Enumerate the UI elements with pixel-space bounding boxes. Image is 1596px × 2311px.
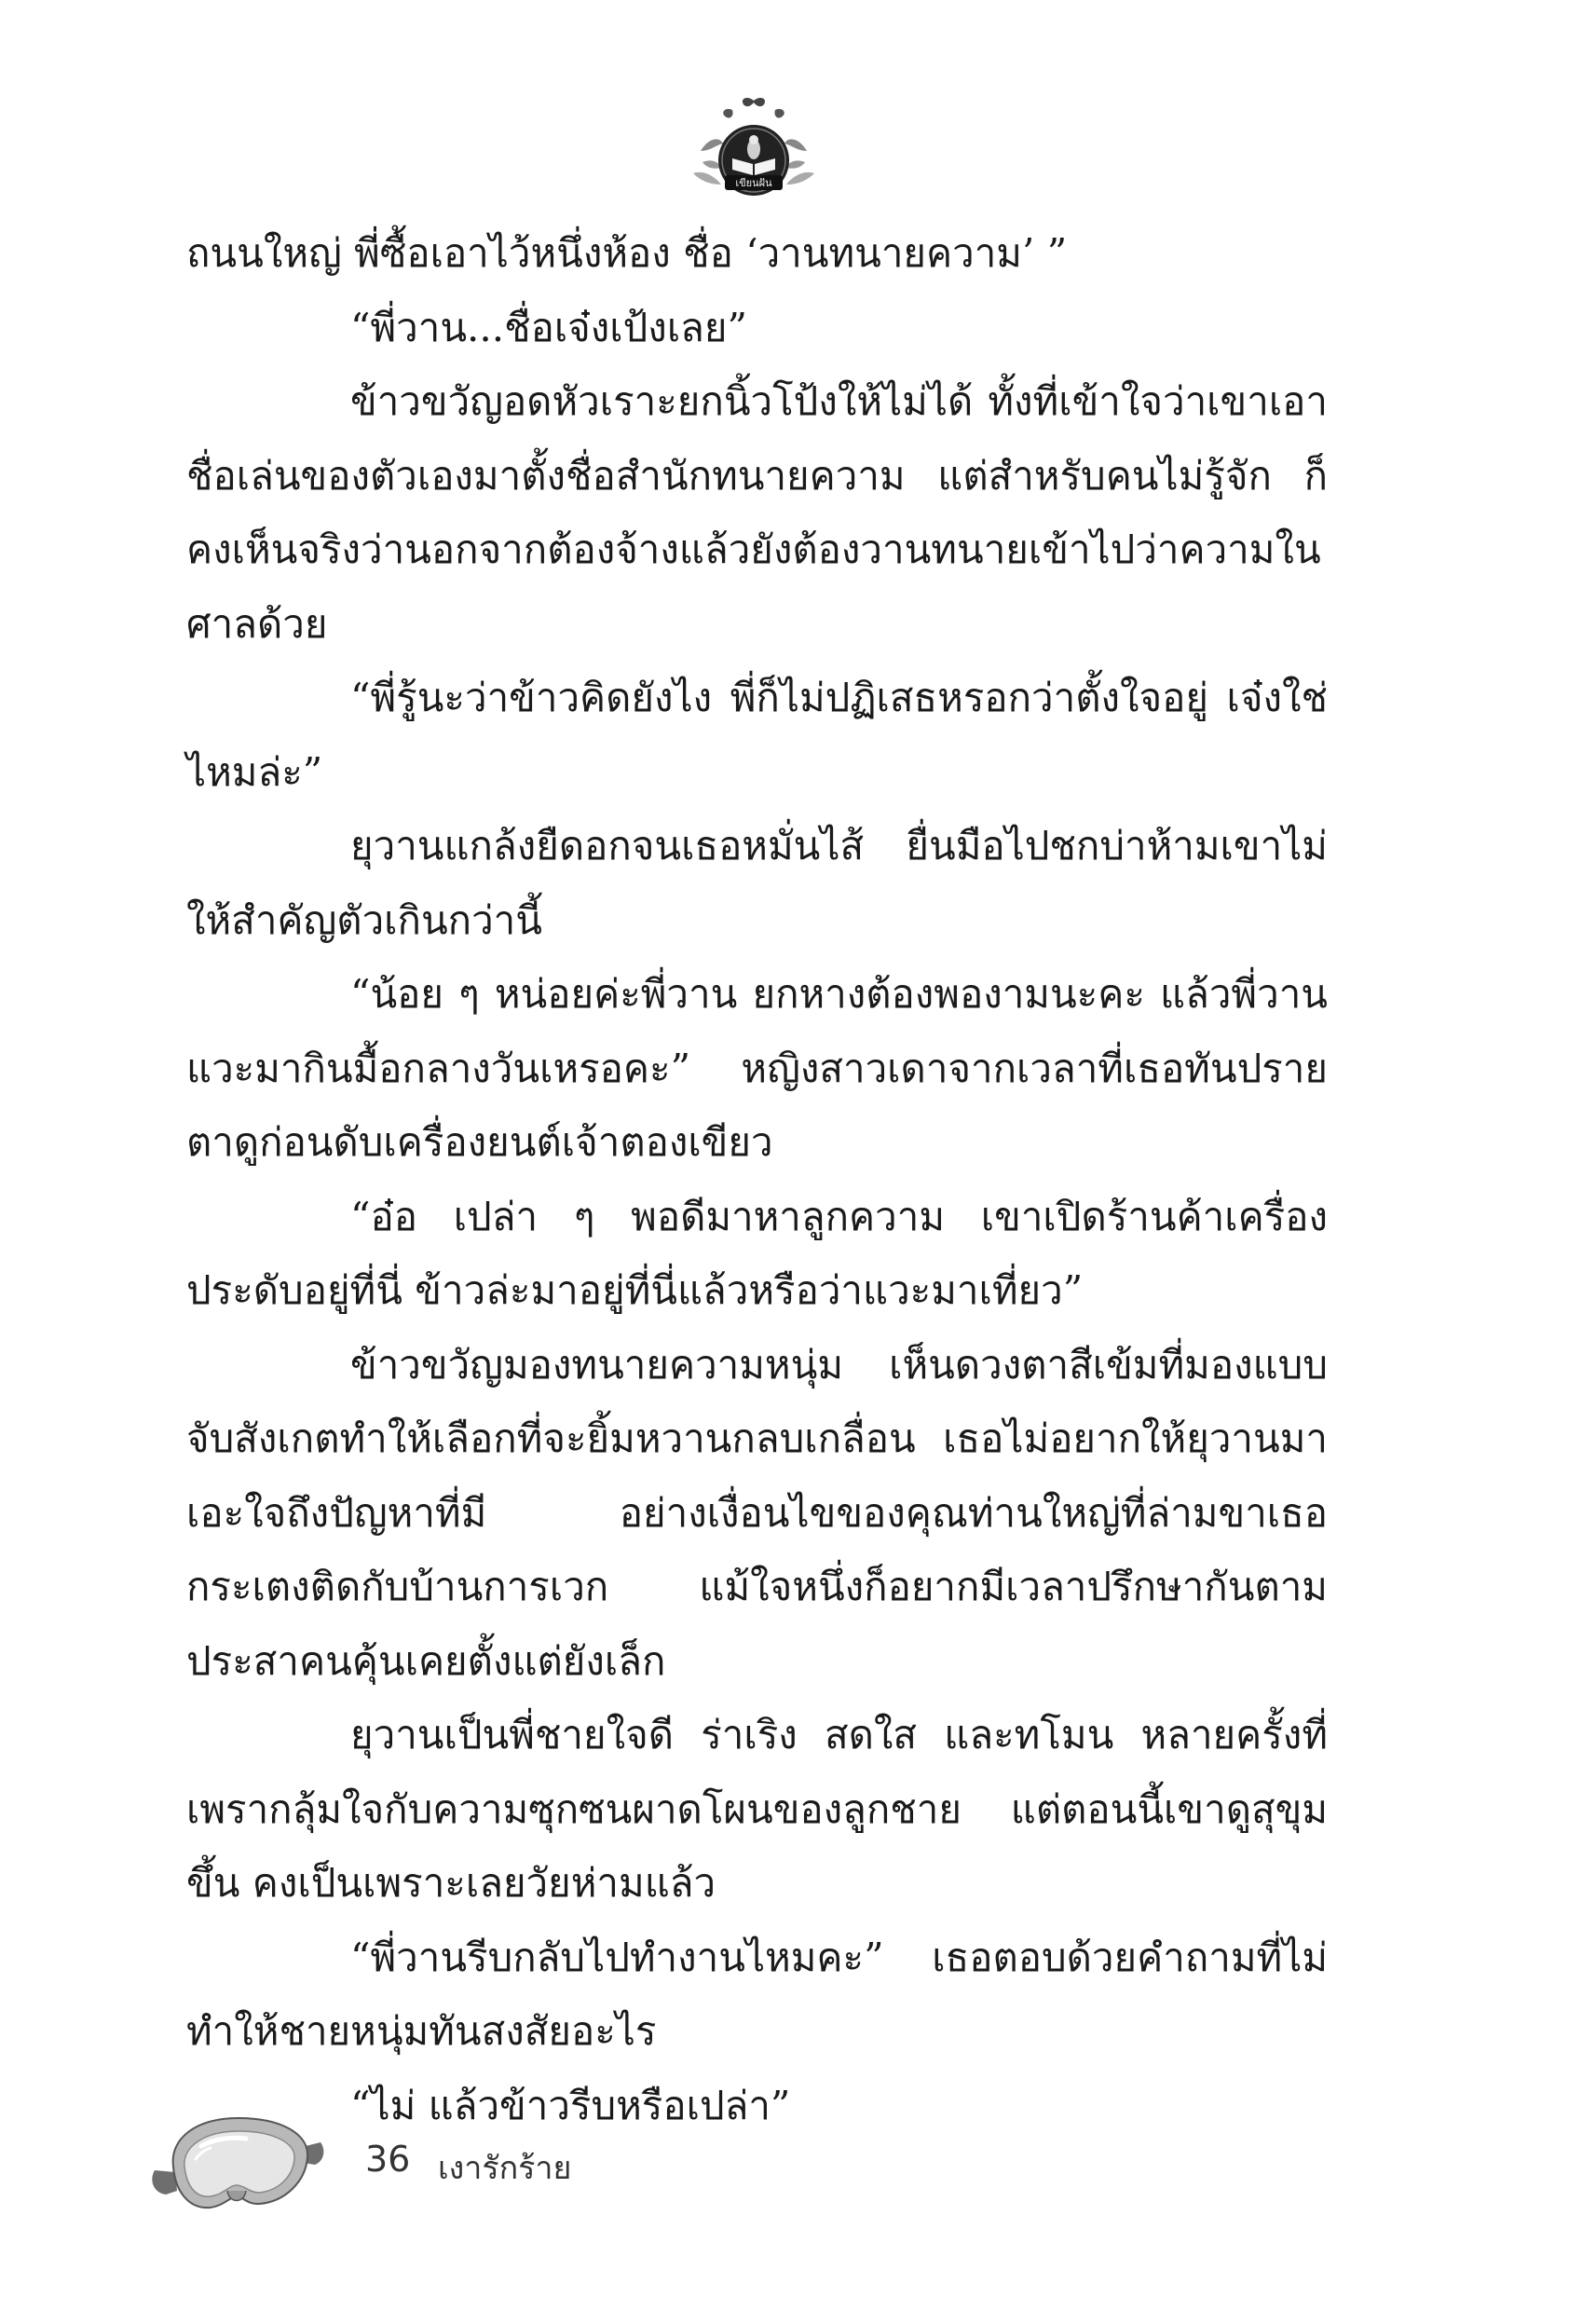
- paragraph: “อ๋อ เปล่า ๆ พอดีมาหาลูกความ เขาเปิดร้านค้าเครื่องประดับอยู่ที่นี่ ข้าวล่ะมาอยู่ที่นี่แล้วหรือว่าแวะมาเที่ยว”: [186, 1193, 1328, 1313]
- page-footer: [149, 2101, 894, 2222]
- paragraph: “ไม่ แล้วข้าวรีบหรือเปล่า”: [350, 2082, 791, 2128]
- paragraph: “พี่วานรีบกลับไปทำงานไหมคะ” เธอตอบด้วยคำถามที่ไม่ทำให้ชายหนุ่มทันสงสัยอะไร: [186, 1934, 1328, 2054]
- paragraph: ยุวานแกล้งยืดอกจนเธอหมั่นไส้ ยื่นมือไปชกบ่าห้ามเขาไม่ให้สำคัญตัวเกินกว่านี้: [186, 823, 1328, 943]
- paragraph: ข้าวขวัญอดหัวเราะยกนิ้วโป้งให้ไม่ได้ ทั้งที่เข้าใจว่าเขาเอาชื่อเล่นของตัวเองมาตั้งชื่อสำนักทนายความ แต่สำหรับคนไม่รู้จัก ก็คงเห็นจริงว่านอกจากต้องจ้างแล้วยังต้องวานทนายเข้าไปว่าความในศาลด้วย: [186, 378, 1328, 647]
- page-number: 36: [365, 2139, 411, 2180]
- publisher-logo-emblem: [684, 93, 824, 205]
- paragraph: ถนนใหญ่ พี่ซื้อเอาไว้หนึ่งห้อง ชื่อ ‘วานทนายความ’ ”: [186, 230, 1068, 276]
- paragraph: “พี่วาน...ชื่อเจ๋งเป้งเลย”: [350, 304, 747, 350]
- paragraph: ข้าวขวัญมองทนายความหนุ่ม เห็นดวงตาสีเข้มที่มองแบบจับสังเกตทำให้เลือกที่จะยิ้มหวานกลบเกลื่อน เธอไม่อยากให้ยุวานมาเอะใจถึงปัญหาที่มี อย่างเงื่อนไขของคุณท่านใหญ่ที่ล่ามขาเธอกระเตงติดกับบ้านการเวก แม้ใจหนึ่งก็อยากมีเวลาปรึกษากันตามประสาคนคุ้นเคยตั้งแต่ยังเล็ก: [186, 1341, 1328, 1684]
- paragraph: ยุวานเป็นพี่ชายใจดี ร่าเริง สดใส และทโมน หลายครั้งที่เพรากลุ้มใจกับความซุกซนผาดโผนของลูกชาย แต่ตอนนี้เขาดูสุขุมขึ้น คงเป็นเพราะเลยวัยห่ามแล้ว: [186, 1712, 1328, 1906]
- paragraph: “น้อย ๆ หน่อยค่ะพี่วาน ยกหางต้องพองามนะคะ แล้วพี่วานแวะมากินมื้อกลางวันเหรอคะ” หญิงสาวเดาจากเวลาที่เธอทันปรายตาดูก่อนดับเครื่องยนต์เจ้าตองเขียว: [186, 971, 1328, 1165]
- body-text: [186, 216, 1328, 2142]
- book-title: เงารักร้าย: [438, 2150, 572, 2187]
- diving-mask-icon: [149, 2101, 326, 2222]
- publisher-logo: [684, 93, 824, 205]
- publisher-logo-text: เขียนฝัน: [735, 177, 772, 189]
- paragraph: “พี่รู้นะว่าข้าวคิดยังไง พี่ก็ไม่ปฏิเสธหรอกว่าตั้งใจอยู่ เจ๋งใช่ไหมล่ะ”: [186, 675, 1328, 795]
